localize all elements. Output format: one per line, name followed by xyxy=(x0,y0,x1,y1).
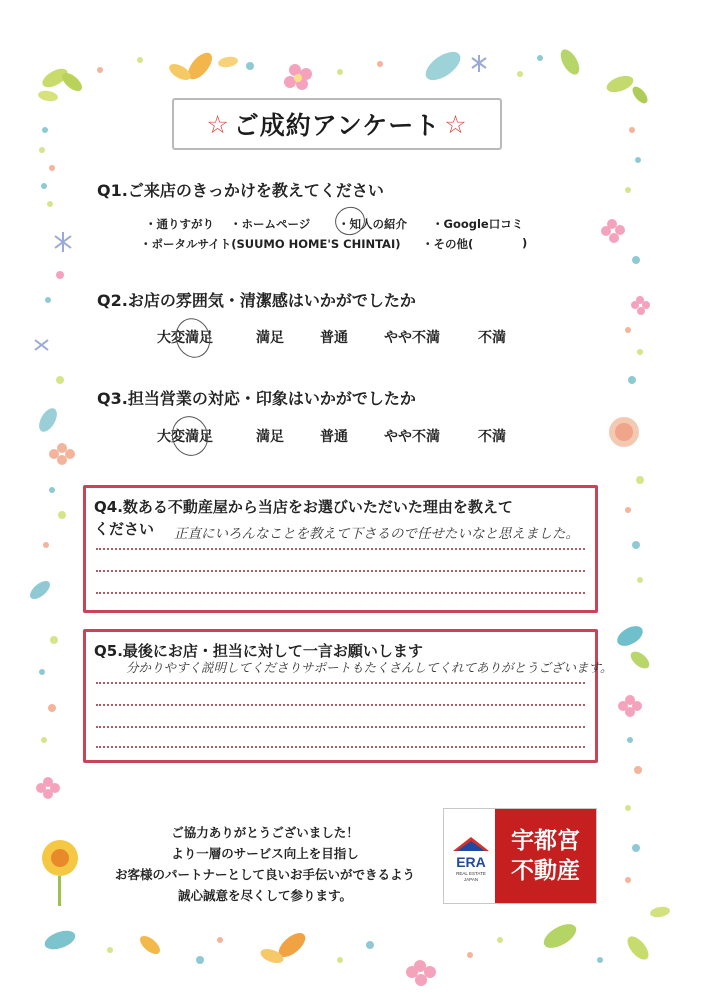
q3-rating[interactable]: 普通 xyxy=(320,429,348,445)
q5-question: Q5.最後にお店・担当に対して一言お願いします xyxy=(94,642,423,660)
company-logo xyxy=(443,808,597,904)
answer-line xyxy=(96,570,585,572)
q1-option[interactable]: ・通りすがり xyxy=(145,217,214,231)
q2-rating[interactable]: 大変満足 xyxy=(157,330,213,346)
q4-question-line2: ください xyxy=(94,520,155,538)
page-title xyxy=(172,98,502,150)
q3-rating[interactable]: 満足 xyxy=(256,429,284,445)
q4-handwritten-answer: 正直にいろんなことを教えて下さるので任せたいなと思えました。 xyxy=(174,526,579,542)
q1-question: Q1.ご来店のきっかけを教えてください xyxy=(97,181,384,200)
q1-option[interactable]: ・Google口コミ xyxy=(432,217,524,231)
q3-rating[interactable]: 不満 xyxy=(478,429,506,445)
answer-line xyxy=(96,704,585,706)
q1-option[interactable]: ・ポータルサイト(SUUMO HOME'S CHINTAI) xyxy=(140,237,401,251)
answer-line xyxy=(96,548,585,550)
era-country: JAPAN xyxy=(463,877,479,882)
thanks-line: ご協力ありがとうございました！ xyxy=(171,825,359,840)
title-text: ご成約アンケート xyxy=(233,111,441,140)
q1-option[interactable]: ) xyxy=(522,236,528,250)
q3-question: Q3.担当営業の対応・印象はいかがでしたか xyxy=(97,389,416,408)
q2-rating[interactable]: 普通 xyxy=(320,330,348,346)
q1-option[interactable]: ・ホームページ xyxy=(230,217,311,231)
q4-answer-box[interactable] xyxy=(83,485,598,613)
star-icon: ☆ xyxy=(444,109,468,139)
q5-handwritten-answer: 分かりやすく説明してくださりサポートもたくさんしてくれてありがとうございます。 xyxy=(126,660,613,675)
star-icon: ☆ xyxy=(206,109,230,139)
thanks-line: より一層のサービス向上を目指し xyxy=(171,846,359,861)
era-text: ERA xyxy=(456,854,486,870)
answer-line xyxy=(96,592,585,594)
q2-rating[interactable]: 不満 xyxy=(478,330,506,346)
q2-question: Q2.お店の雰囲気・清潔感はいかがでしたか xyxy=(97,291,416,310)
q3-rating[interactable]: やや不満 xyxy=(384,429,440,445)
q5-answer-box[interactable] xyxy=(83,629,613,763)
thanks-line: 誠心誠意を尽くして参ります。 xyxy=(177,888,352,903)
era-logo-icon xyxy=(447,815,495,897)
company-name-block xyxy=(495,809,596,903)
q3-rating[interactable]: 大変満足 xyxy=(157,429,213,445)
answer-line xyxy=(96,726,585,728)
thanks-line: お客様のパートナーとして良いお手伝いができるよう xyxy=(114,867,415,882)
q2-rating[interactable]: 満足 xyxy=(256,330,284,346)
q1-option[interactable]: ・知人の紹介 xyxy=(338,217,407,231)
answer-line xyxy=(96,682,585,684)
q1-option[interactable]: ・その他( xyxy=(422,237,474,251)
era-subtext: REAL ESTATE xyxy=(456,871,486,876)
answer-line xyxy=(96,746,585,748)
q4-question-line1: Q4.数ある不動産屋から当店をお選びいただいた理由を教えて xyxy=(94,498,513,516)
company-name-line2: 不動産 xyxy=(511,858,580,884)
q2-rating[interactable]: やや不満 xyxy=(384,330,440,346)
company-name-line1: 宇都宮 xyxy=(511,828,580,854)
thanks-message xyxy=(90,822,440,906)
